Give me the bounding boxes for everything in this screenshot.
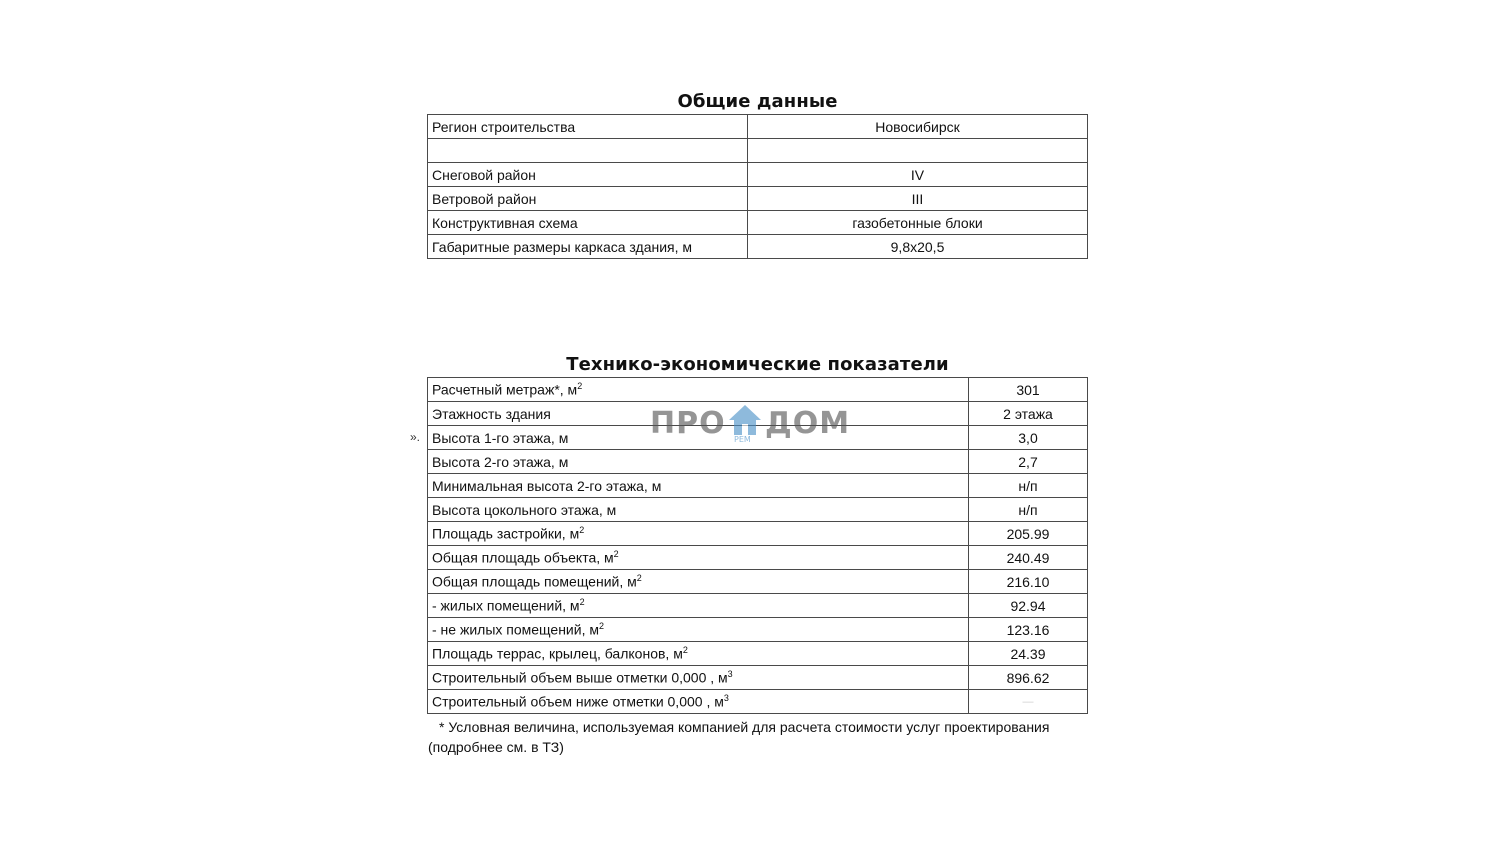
row-value: 240.49 (969, 546, 1088, 570)
unit-superscript: 2 (577, 381, 583, 392)
unit-superscript: 2 (579, 525, 585, 536)
row-label-text: Общая площадь помещений, м (432, 573, 637, 590)
row-value: 2 этажа (969, 402, 1088, 426)
row-value: 92.94 (969, 594, 1088, 618)
row-label (428, 690, 969, 714)
table-row (428, 618, 1088, 642)
row-label: Снеговой район (428, 163, 748, 187)
table-row (428, 690, 1088, 714)
row-label (428, 450, 969, 474)
unit-superscript: 2 (682, 645, 688, 656)
table-row (428, 187, 1088, 211)
row-value: 24.39 (969, 642, 1088, 666)
row-label (428, 139, 748, 163)
unit-superscript: 2 (598, 621, 604, 632)
table-row (428, 642, 1088, 666)
logo-sub-text: РЕМ (734, 435, 751, 444)
row-label-text: Высота 2-го этажа, м (432, 453, 569, 470)
row-value: 216.10 (969, 570, 1088, 594)
watermark-logo (648, 404, 858, 448)
row-label (428, 498, 969, 522)
table-row (428, 139, 1088, 163)
row-value (748, 139, 1088, 163)
table-row (428, 450, 1088, 474)
row-value: — (969, 690, 1088, 714)
row-value: н/п (969, 498, 1088, 522)
row-label-text: Площадь террас, крылец, балконов, м (432, 645, 683, 662)
footnote (428, 717, 1088, 757)
row-value: 896.62 (969, 666, 1088, 690)
row-value: 9,8х20,5 (748, 235, 1088, 259)
row-label (428, 642, 969, 666)
row-value: III (748, 187, 1088, 211)
row-value: 123.16 (969, 618, 1088, 642)
unit-superscript: 3 (723, 693, 729, 704)
row-label (428, 546, 969, 570)
table-row (428, 594, 1088, 618)
unit-superscript: 2 (613, 549, 619, 560)
table-row (428, 474, 1088, 498)
row-label-text: Общая площадь объекта, м (432, 549, 614, 566)
row-value: 301 (969, 378, 1088, 402)
row-label-text: Строительный объем ниже отметки 0,000 , м (432, 693, 724, 710)
footnote-line-1: * Условная величина, используемая компанией для расчета стоимости услуг проектирования (439, 719, 1050, 735)
logo-left-text: ПРО (650, 406, 726, 441)
row-label-text: Строительный объем выше отметки 0,000 , м (432, 669, 728, 686)
row-label-text: Расчетный метраж*, м (432, 381, 578, 398)
row-label: Конструктивная схема (428, 211, 748, 235)
row-value: газобетонные блоки (748, 211, 1088, 235)
row-label (428, 474, 969, 498)
row-label-text: Высота 1-го этажа, м (432, 429, 569, 446)
row-label-text: Высота цокольного этажа, м (432, 501, 617, 518)
unit-superscript: 3 (727, 669, 733, 680)
table-row (428, 666, 1088, 690)
table-row (428, 115, 1088, 139)
stray-mark: ». (410, 430, 421, 444)
table-row (428, 378, 1088, 402)
row-label: Габаритные размеры каркаса здания, м (428, 235, 748, 259)
row-label-text: Этажность здания (432, 405, 551, 422)
table-row (428, 163, 1088, 187)
row-label (428, 522, 969, 546)
row-value: 205.99 (969, 522, 1088, 546)
row-value: Новосибирск (748, 115, 1088, 139)
general-data-title: Общие данные (677, 91, 838, 112)
row-label: Регион строительства (428, 115, 748, 139)
row-label (428, 378, 969, 402)
unit-superscript: 2 (579, 597, 585, 608)
row-value: н/п (969, 474, 1088, 498)
unit-superscript: 2 (636, 573, 642, 584)
table-row (428, 211, 1088, 235)
table-row (428, 522, 1088, 546)
row-value: 2,7 (969, 450, 1088, 474)
tech-indicators-title: Технико-экономические показатели (566, 354, 949, 375)
row-label: Ветровой район (428, 187, 748, 211)
row-label-text: - жилых помещений, м (432, 597, 580, 614)
row-label (428, 570, 969, 594)
row-value: IV (748, 163, 1088, 187)
row-label-text: Площадь застройки, м (432, 525, 580, 542)
house-icon (728, 404, 762, 436)
row-label (428, 594, 969, 618)
table-row (428, 235, 1088, 259)
row-label (428, 618, 969, 642)
row-label-text: - не жилых помещений, м (432, 621, 599, 638)
general-data-table (427, 114, 1088, 259)
row-label-text: Минимальная высота 2-го этажа, м (432, 477, 662, 494)
footnote-line-2: (подробнее см. в ТЗ) (428, 739, 564, 755)
table-row (428, 570, 1088, 594)
table-row (428, 546, 1088, 570)
table-row (428, 498, 1088, 522)
row-value: 3,0 (969, 426, 1088, 450)
logo-right-text: ДОМ (765, 406, 851, 441)
row-label (428, 666, 969, 690)
